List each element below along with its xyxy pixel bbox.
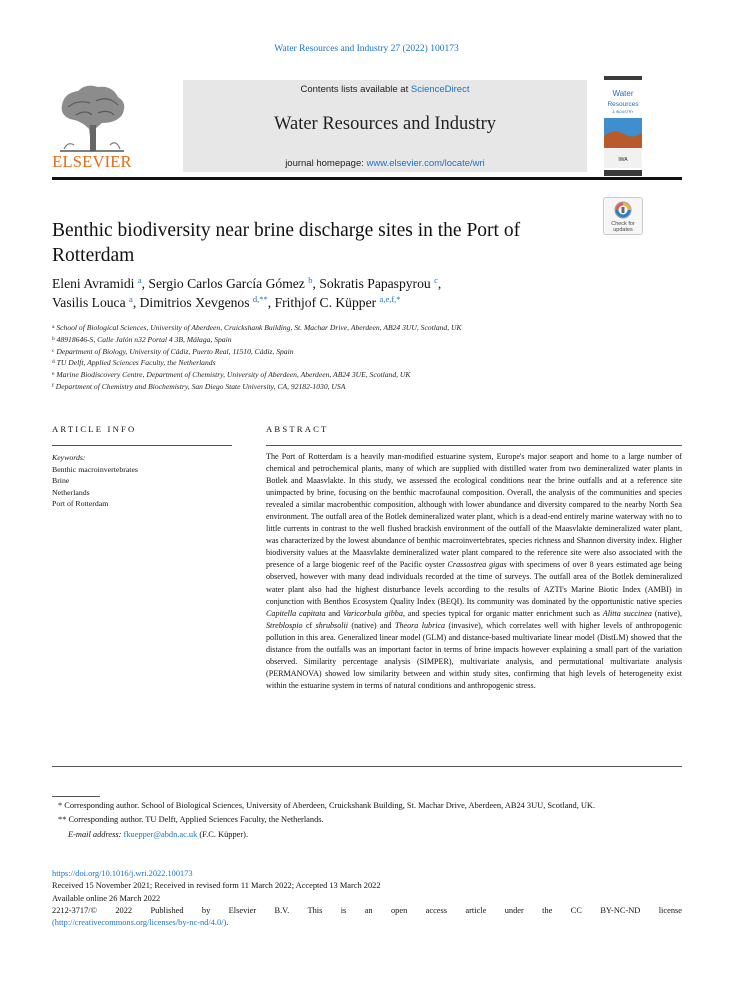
check-updates-line2: updates: [613, 227, 633, 233]
email-label: E-mail address:: [68, 829, 122, 839]
homepage-prefix: journal homepage:: [285, 158, 367, 169]
journal-title[interactable]: Water Resources and Industry: [274, 114, 496, 134]
affiliation-item: [52, 357, 672, 369]
check-for-updates-button[interactable]: [603, 197, 643, 235]
cover-badge: IWA: [618, 157, 628, 163]
contents-prefix: Contents lists available at: [300, 84, 411, 95]
affiliation-item: [52, 346, 672, 358]
affiliation-mark: f: [52, 382, 54, 389]
abstract-bottom-divider: [52, 766, 682, 767]
footnote-corresponding-2: ** Corresponding author. TU Delft, Applied Sciences Faculty, the Netherlands.: [58, 815, 324, 825]
check-updates-line1: Check for: [611, 221, 635, 227]
affiliation-mark: e: [52, 371, 55, 378]
article-title: Benthic biodiversity near brine discharge sites in the Port of Rotterdam: [52, 220, 521, 266]
abstract-body: [266, 451, 682, 692]
abstract-text-part: , and species typical for organic matter enrichment such as: [402, 608, 603, 618]
article-info-divider: [52, 445, 232, 446]
author-list: [52, 274, 572, 312]
author-name[interactable]: Frithjof C. Küpper: [274, 295, 377, 310]
publisher-name[interactable]: ELSEVIER: [52, 152, 132, 171]
affiliations-list: [52, 322, 672, 393]
abstract-divider: [266, 445, 682, 446]
keywords-label: Keywords:: [52, 453, 86, 462]
license-link[interactable]: (http://creativecommons.org/licenses/by-nc-nd/4.0/): [52, 918, 227, 928]
authors-line-1: Eleni Avramidi $^a$, Sergio Carlos García Gómez $^b$, Sokratis Papaspyrou $^c$,: [52, 275, 442, 291]
affiliation-text: School of Biological Sciences, University of Aberdeen, Cruickshank Building, St. Machar Drive, Aberdeen, AB24 3UU, Scotland, UK: [56, 323, 462, 332]
journal-homepage-link[interactable]: www.elsevier.com/locate/wri: [366, 158, 485, 169]
authors-line-2: Vasilis Louca $^a$, Dimitrios Xevgenos $^{d,**}$, Frithjof C. Küpper $^{a,e,f,*}$: [52, 294, 401, 310]
author-affiliation-mark[interactable]: b: [308, 275, 313, 285]
keyword-item: Benthic macroinvertebrates: [52, 464, 138, 474]
keyword-item: Brine: [52, 476, 70, 486]
affiliation-text: Marine Biodiscovery Centre, Department of Chemistry, University of Aberdeen, Aberdeen, AB24 3UE, Scotland, UK: [56, 370, 411, 380]
publication-metadata: [52, 868, 682, 929]
license-statement: 2212-3717/© 2022 Published by Elsevier B.V. This is an open access article under the CC BY-NC-ND license: [52, 905, 682, 915]
cover-title-1: Water: [612, 89, 634, 98]
article-info-heading: ARTICLE INFO: [52, 424, 137, 434]
abstract-heading: ABSTRACT: [266, 424, 329, 434]
species-name: Streblospio: [266, 620, 303, 630]
sciencedirect-link[interactable]: ScienceDirect: [410, 84, 470, 95]
affiliation-mark: d: [52, 359, 55, 366]
keyword-item: Netherlands: [52, 487, 90, 497]
doi-link[interactable]: https://doi.org/10.1016/j.wri.2022.100173: [52, 869, 193, 878]
author-name[interactable]: Sergio Carlos García Gómez: [148, 276, 305, 291]
species-name: Crassostrea gigas: [447, 560, 507, 570]
contents-line: [183, 84, 587, 95]
license-end: .: [226, 918, 229, 928]
affiliation-text: 48918646-S, Calle Jalón n32 Portal 4 3B, Málaga, Spain: [56, 334, 232, 344]
footnote-email: [52, 829, 682, 841]
species-name: Alitta succinea: [602, 608, 652, 618]
journal-cover-thumbnail[interactable]: [604, 76, 642, 176]
homepage-line: [183, 158, 587, 169]
affiliation-item: [52, 322, 672, 334]
license-link-line: [52, 917, 682, 929]
author-name[interactable]: Sokratis Papaspyrou: [319, 276, 431, 291]
affiliation-text: TU Delft, Applied Sciences Faculty, the Netherlands: [56, 358, 216, 368]
species-name: Capitella capitata: [266, 608, 326, 618]
journal-masthead: [52, 76, 642, 178]
author-affiliation-mark[interactable]: a: [129, 294, 133, 304]
abstract-text-part: The Port of Rotterdam is a heavily man-modified estuarine system, Europe's major seaport and home to a large number of chemical and petrochemical plants, many of which are supplied with distilled water from two demineralized water plants in Botlek and Maasvlakte. In this study, we assessed the ecological conditions near the brine outfalls and at a reference site unimpacted by brine, focusing on the benthic macrofaunal composition. Overall, the analysis of the communities and species revealed a similar macrobenthic composition, although with lower abundance and diversity compared to the nearby North Sea environment. The outfall area of the Botlek demineralized water plant, which is a dead-end entirely marine waterway with no to little currents in contrast to the well flushed brackish environment of the outfall of the Maasvlakte demineralized water plant, was characterized by the lowest abundance of benthic macroinvertebrates, species richness and Shannon diversity index. Higher biodiversity values at the Maasvlakte demineralized water plant compared to the reference site were also associated with the presence of a large biogenic reef of the Pacific oyster: [266, 452, 682, 570]
affiliation-mark: a: [52, 324, 55, 330]
author-affiliation-mark[interactable]: d,**: [252, 294, 268, 304]
cover-title-3: & INDUSTRY: [612, 110, 634, 114]
footnote-divider: [52, 796, 100, 797]
keyword-item: Port of Rotterdam: [52, 499, 109, 509]
affiliation-text: Department of Chemistry and Biochemistry, San Diego State University, CA, 92182-1030, USA: [55, 381, 346, 391]
abstract-text-part: with specimens of over 8 years estimated age being observed, however with many dead individuals recorded at the time of surveys. The outfall area of the Botlek demineralized water plant also had the highest disturbance levels according to the results of AZTI's Marine Biotic Index (AMBI) in conjunction with Benthos Ecosystem Quality Index (BEQI). Its community was dominated by the opportunistic native species: [266, 560, 682, 606]
author-name[interactable]: Vasilis Louca: [52, 295, 126, 310]
abstract-text-part: and: [325, 608, 343, 618]
affiliation-text: Department of Biology, University of Cádiz, Puerto Real, 11510, Cádiz, Spain: [56, 346, 294, 356]
journal-reference[interactable]: Water Resources and Industry 27 (2022) 100173: [274, 44, 459, 54]
species-name: Theora lubrica: [394, 620, 446, 630]
available-online-date: Available online 26 March 2022: [52, 893, 161, 903]
check-updates-icon: [615, 202, 631, 218]
cover-title-2: Resources: [607, 101, 639, 108]
footnote-corresponding-1: * Corresponding author. School of Biological Sciences, University of Aberdeen, Cruickshank Building, St. Machar Drive, Aberdeen, AB24 3UU, Scotland, UK.: [58, 801, 596, 810]
author-affiliation-mark[interactable]: a: [137, 275, 142, 285]
abstract-text-part: (invasive), which correlates well with higher levels of anthropogenic pollution in this area. Generalized linear model (GLM) and distance-based multivariate linear model (DistLM) showed that the distance from the outfalls was an important factor in terms of brine impacts however explaining a small part of the variation observed. Similarity percentage analysis (SIMPER), multivariate analysis, and permutational multivariate analysis (PERMANOVA) showed low similarity between and within study sites, confirming that high levels of heterogeneity exist within the estuarine system in terms of natural conditions and anthropogenic stress.: [266, 620, 682, 690]
affiliation-mark: c: [52, 347, 55, 354]
affiliation-mark: b: [52, 335, 55, 342]
footnotes: [52, 800, 682, 843]
masthead-divider: [52, 177, 682, 180]
author-name[interactable]: Dimitrios Xevgenos: [139, 295, 250, 310]
received-dates: Received 15 November 2021; Received in revised form 11 March 2022; Accepted 13 March 2022: [52, 881, 381, 891]
affiliation-item: [52, 334, 672, 346]
author-affiliation-mark[interactable]: a,e,f,*: [379, 294, 401, 304]
abstract-text-part: (native) and: [348, 620, 395, 630]
masthead-banner: [183, 80, 587, 172]
affiliation-item: [52, 381, 672, 393]
keywords-section: [52, 452, 232, 510]
affiliation-item: [52, 369, 672, 381]
email-suffix: (F.C. Küpper).: [197, 829, 249, 839]
abstract-text-part: cf: [302, 620, 316, 630]
author-affiliation-mark[interactable]: c: [434, 275, 438, 285]
author-name[interactable]: Eleni Avramidi: [52, 276, 135, 291]
abstract-text-part: (native),: [651, 608, 682, 618]
email-link[interactable]: fkuepper@abdn.ac.uk: [123, 829, 198, 839]
species-name: shrubsolii: [315, 620, 348, 630]
species-name: Varicorbula gibba: [342, 608, 403, 618]
